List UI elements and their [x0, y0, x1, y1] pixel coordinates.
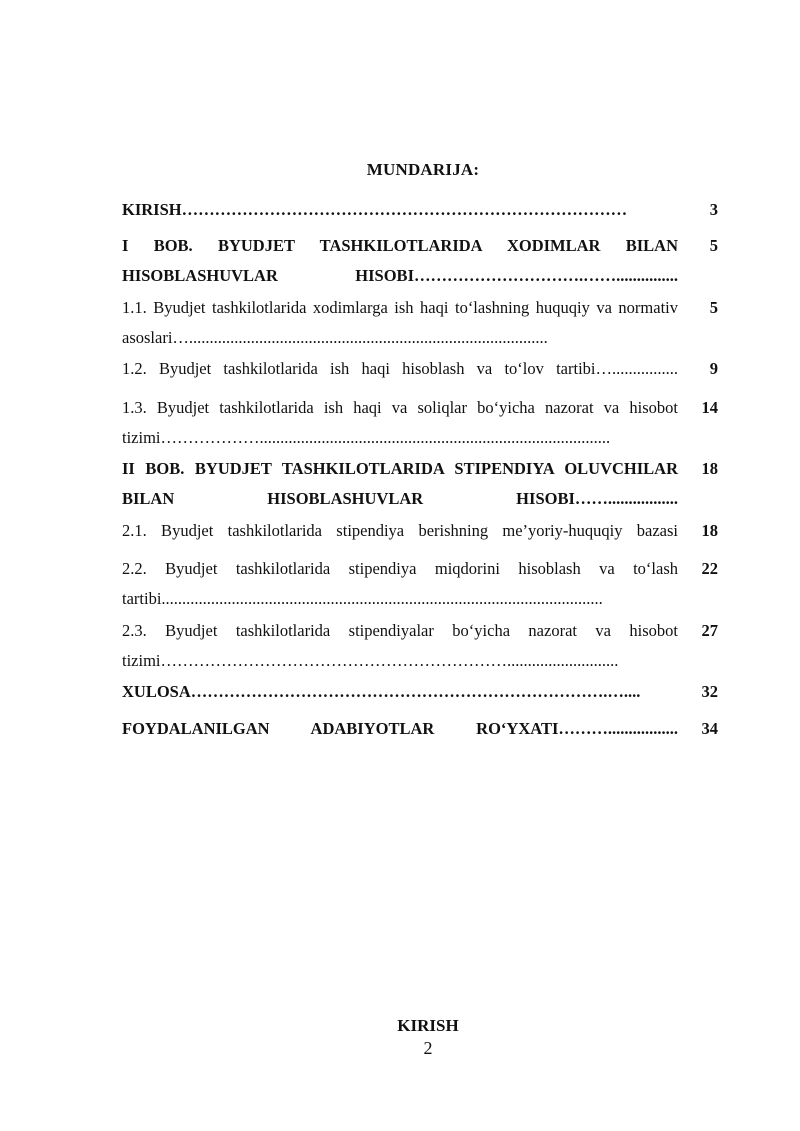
- toc-entry-page: 5: [709, 236, 718, 255]
- toc-entry-text: 2.2. Byudjet tashkilotlarida stipendiya miqdorini hisoblash va to‘lash tartibi...........................................................................................................: [122, 559, 678, 608]
- toc-entry-page: 5: [709, 298, 718, 317]
- toc-entry-page: 32: [701, 682, 718, 701]
- toc-entry-bibliography: [122, 714, 718, 744]
- toc-entry-section-2-1: [122, 516, 718, 546]
- toc-entry-page: 9: [709, 359, 718, 378]
- toc-entry-page: 34: [701, 719, 718, 738]
- toc-entry-text: 1.2. Byudjet tashkilotlarida ish haqi hisoblash va to‘lov tartibi…................: [122, 359, 678, 378]
- toc-entry-section-1-3: [122, 393, 718, 453]
- toc-entry-page: 3: [709, 200, 718, 219]
- toc-entry-page: 14: [701, 398, 718, 417]
- toc-entry-conclusion: [122, 677, 718, 707]
- toc-entry-page: 18: [701, 459, 718, 478]
- page-number: 2: [423, 1038, 433, 1058]
- toc-entry-chapter-2: [122, 454, 718, 514]
- toc-entry-text: KIRISH………………………………………………………………………: [122, 200, 628, 219]
- toc-entry-text: FOYDALANILGAN ADABIYOTLAR RO‘YXATI……….................: [122, 719, 678, 738]
- toc-entry-text: 1.1. Byudjet tashkilotlarida xodimlarga ish haqi to‘lashning huquqiy va normativ asoslari….......................................................................................: [122, 298, 678, 347]
- toc-entry-chapter-1: [122, 231, 718, 291]
- toc-entry-introduction: [122, 195, 718, 225]
- toc-entry-text: 2.3. Byudjet tashkilotlarida stipendiyalar bo‘yicha nazorat va hisobot tizimi………………………………………………………...........................: [122, 621, 678, 670]
- next-section-heading: KIRISH: [397, 1016, 459, 1035]
- toc-entry-text: II BOB. BYUDJET TASHKILOTLARIDA STIPENDIYA OLUVCHILAR BILAN HISOBLASHUVLAR HISOBI…….................: [122, 459, 678, 508]
- toc-entry-section-2-3: [122, 616, 718, 676]
- toc-entry-page: 18: [701, 521, 718, 540]
- toc-entry-text: 1.3. Byudjet tashkilotlarida ish haqi va soliqlar bo‘yicha nazorat va hisobot tizimi……………….....................................................................................: [122, 398, 678, 447]
- toc-entry-section-2-2: [122, 554, 718, 614]
- toc-entry-section-1-2: [122, 354, 718, 384]
- toc-title: MUNDARIJA:: [366, 160, 480, 179]
- toc-entry-text: I BOB. BYUDJET TASHKILOTLARIDA XODIMLAR BILAN HISOBLASHUVLAR HISOBI………………………….……...............: [122, 236, 678, 285]
- toc-entry-text: XULOSA………………………………………………………………….…....: [122, 682, 641, 701]
- toc-entry-text: 2.1. Byudjet tashkilotlarida stipendiya berishning me’yoriy-huquqiy bazasi: [122, 521, 678, 540]
- toc-entry-page: 22: [701, 559, 718, 578]
- toc-entry-page: 27: [701, 621, 718, 640]
- toc-entry-section-1-1: [122, 293, 718, 353]
